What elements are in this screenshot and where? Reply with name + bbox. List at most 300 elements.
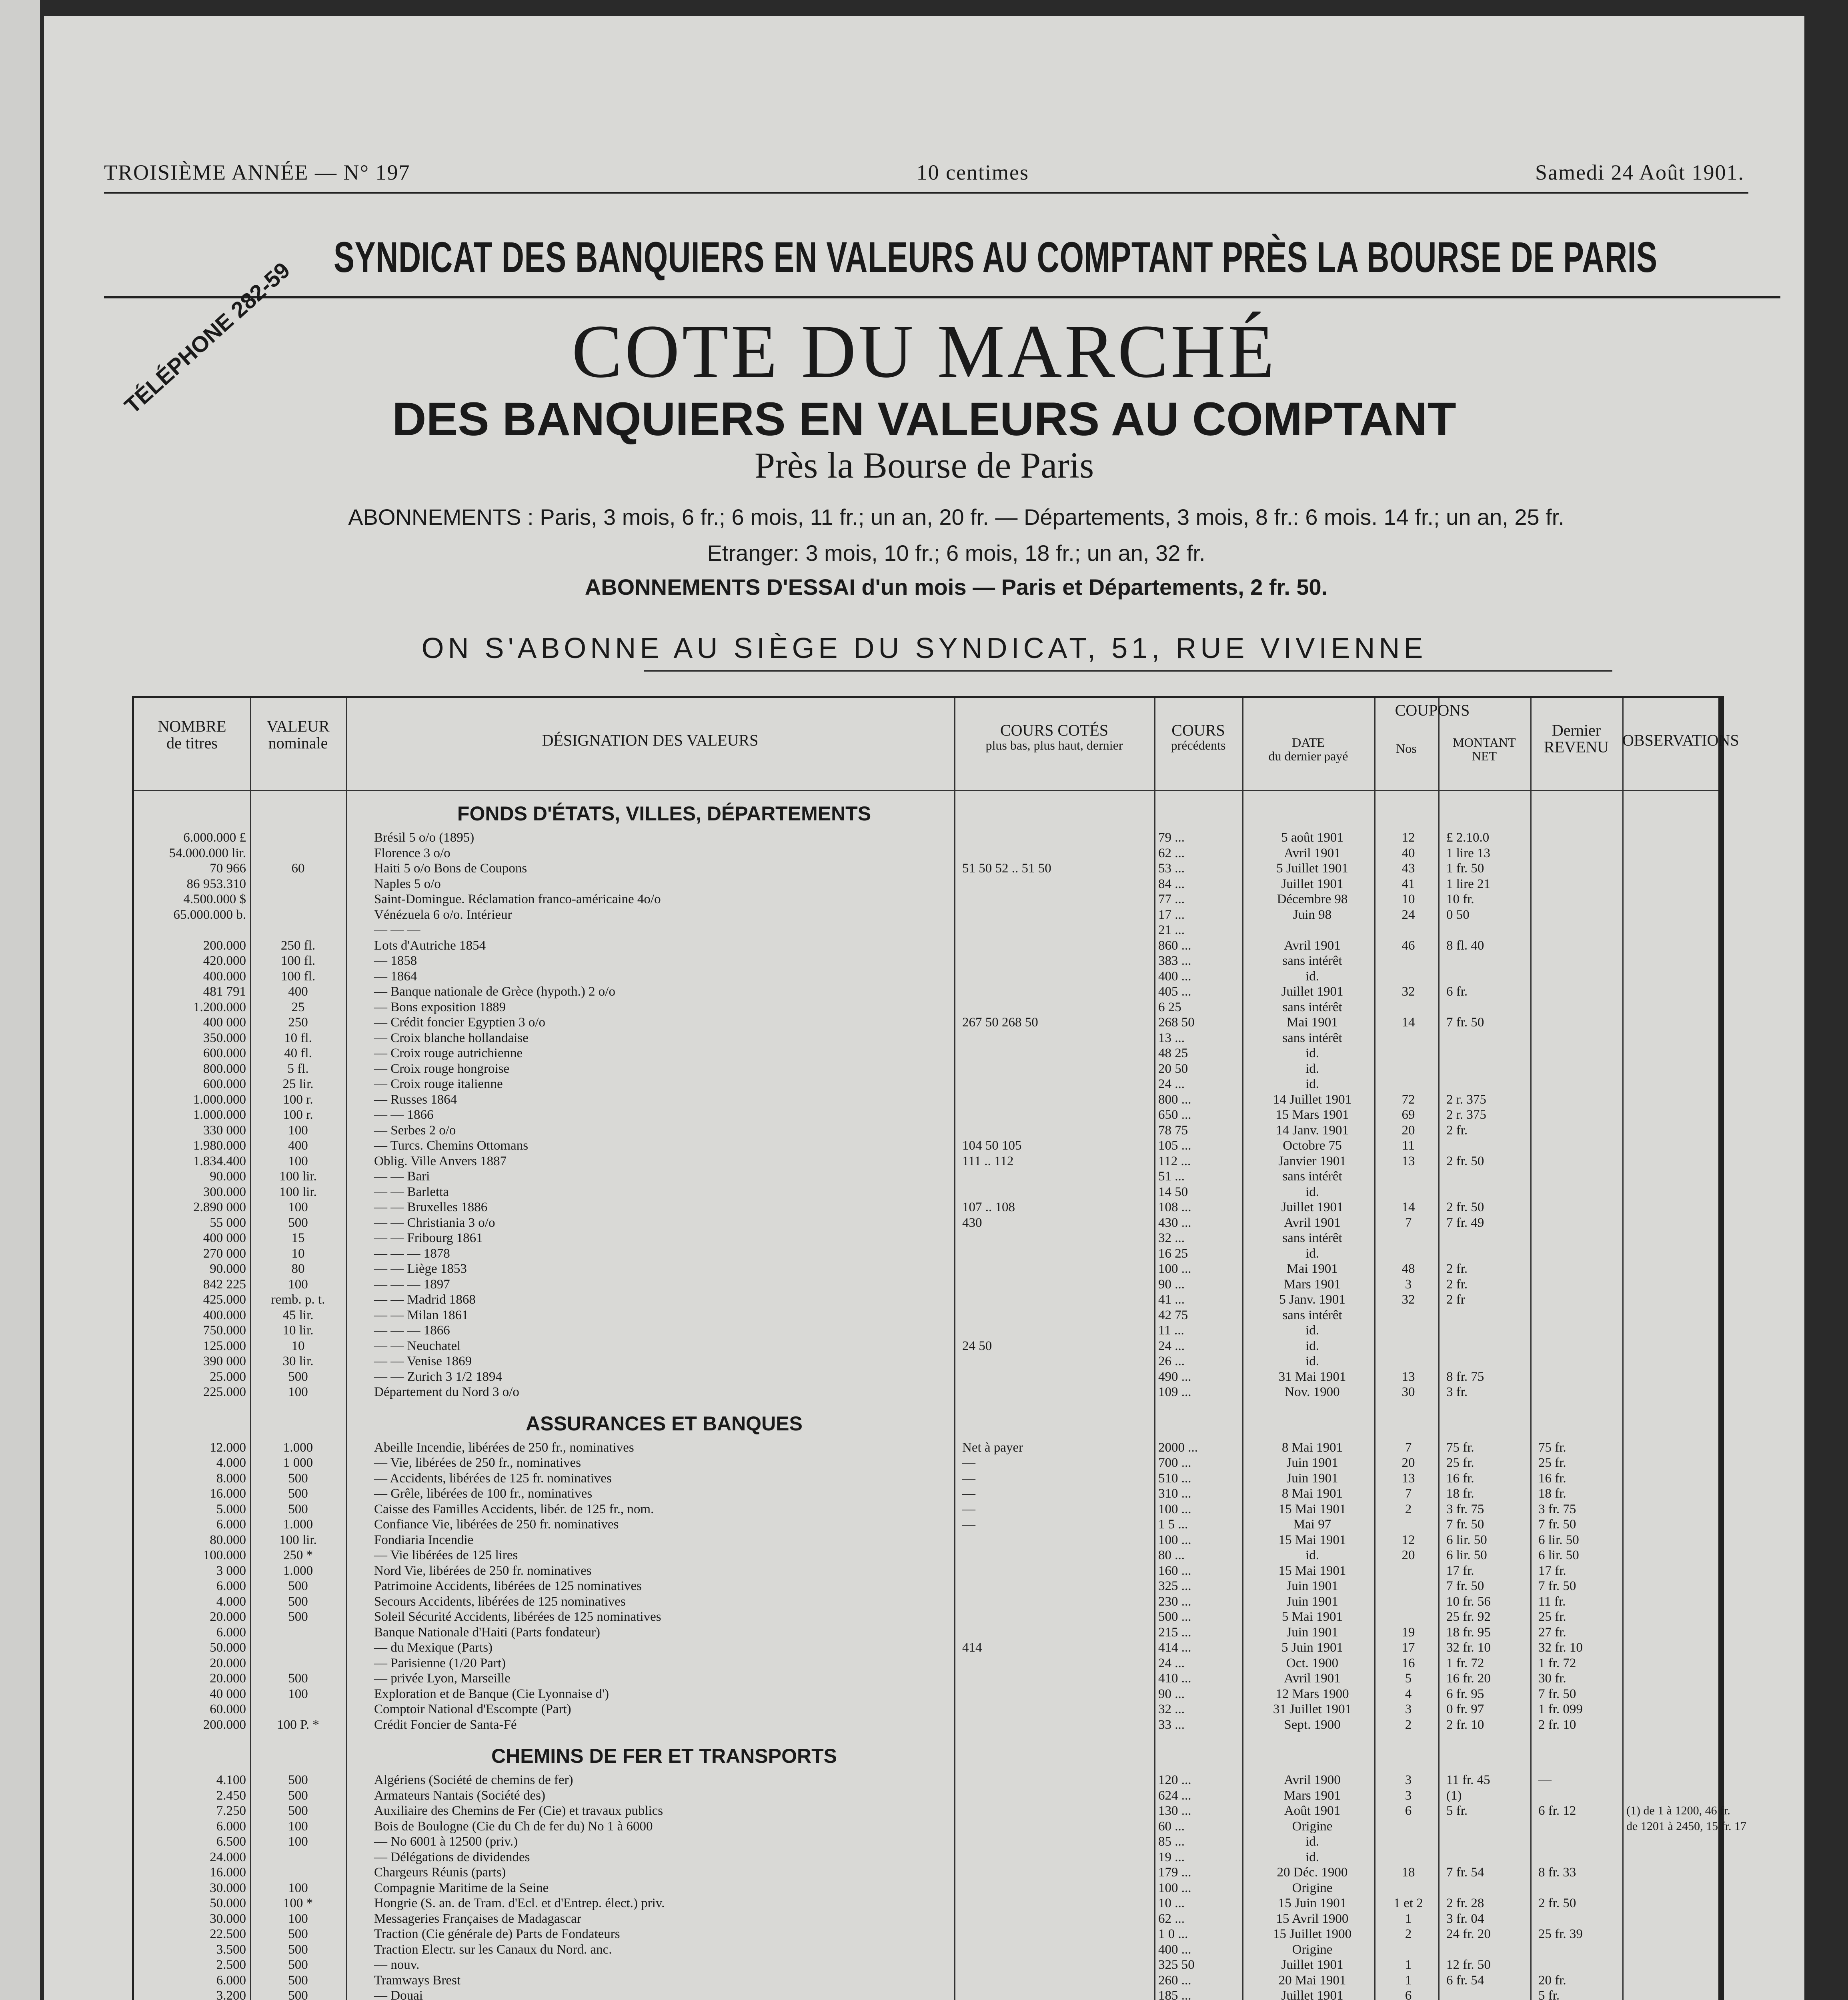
cell-date: id.	[1305, 1338, 1319, 1353]
cell-numero: 17	[1402, 1640, 1415, 1655]
cell-cours-precedents: 100 ...	[1158, 1502, 1191, 1516]
cell-montant-net: 12 fr. 50	[1446, 1958, 1491, 1972]
cell-designation: — Serbes 2 o/o	[374, 1123, 456, 1138]
table-row	[134, 1594, 1718, 1609]
cell-cours-precedents: 20 50	[1158, 1061, 1188, 1076]
cell-numero: 16	[1402, 1656, 1415, 1670]
cell-cours-precedents: 410 ...	[1158, 1671, 1191, 1686]
cell-numero: 14	[1402, 1200, 1415, 1214]
cell-revenu: 6 lir. 50	[1538, 1548, 1579, 1562]
cell-cours-precedents: 80 ...	[1158, 1548, 1185, 1562]
cell-cours-precedents: 185 ...	[1158, 1988, 1191, 2000]
table-row	[134, 1354, 1718, 1369]
cell-designation: Haiti 5 o/o Bons de Coupons	[374, 861, 527, 876]
cell-nombre: 20.000	[210, 1610, 246, 1624]
table-row	[134, 1957, 1718, 1972]
cell-nombre: 1.200.000	[193, 1000, 246, 1014]
table-row	[134, 1532, 1718, 1548]
cell-montant-net: 0 fr. 97	[1446, 1702, 1484, 1716]
cell-date: Août 1901	[1284, 1804, 1341, 1818]
cell-cours-precedents: 6 25	[1158, 1000, 1181, 1014]
cell-date: id.	[1305, 1323, 1319, 1338]
cell-montant-net: 11 fr. 45	[1446, 1773, 1490, 1787]
cell-cours-precedents: 108 ...	[1158, 1200, 1191, 1214]
cell-valeur: 40 fl.	[284, 1046, 312, 1060]
cell-nombre: 600.000	[203, 1046, 246, 1060]
cell-valeur: 100 fl.	[280, 954, 316, 968]
masthead-line	[104, 160, 1744, 185]
cell-montant-net: 2 fr. 28	[1446, 1896, 1484, 1910]
cell-cours-precedents: 112 ...	[1158, 1154, 1191, 1168]
cell-designation: — — Zurich 3 1/2 1894	[374, 1369, 502, 1384]
cell-date: 5 août 1901	[1281, 830, 1343, 845]
cell-cours-precedents: 109 ...	[1158, 1385, 1191, 1399]
cell-cours-precedents: 383 ...	[1158, 954, 1191, 968]
cell-nombre: 750.000	[203, 1323, 246, 1338]
table-row	[134, 1578, 1718, 1594]
cell-cours-precedents: 77 ...	[1158, 892, 1185, 906]
cell-montant-net: 6 fr. 54	[1446, 1973, 1484, 1988]
table-row	[134, 1338, 1718, 1354]
cell-nombre: 55 000	[210, 1215, 246, 1230]
cell-date: 12 Mars 1900	[1275, 1686, 1349, 1701]
cell-valeur: 100	[288, 1123, 308, 1138]
cell-date: 20 Déc. 1900	[1277, 1865, 1348, 1880]
cell-designation: Armateurs Nantais (Société des)	[374, 1788, 545, 1803]
cell-nombre: 6.000.000 £	[183, 830, 246, 845]
page-title: COTE DU MARCHÉ	[571, 310, 1277, 394]
cell-valeur: 100 lir.	[279, 1532, 317, 1547]
cell-nombre: 2.450	[216, 1788, 246, 1803]
cell-nombre: 80.000	[210, 1532, 246, 1547]
cell-cours-precedents: 1 0 ...	[1158, 1927, 1188, 1941]
section-title: CHEMINS DE FER ET TRANSPORTS	[491, 1745, 837, 1767]
cell-nombre: 3.200	[216, 1988, 246, 2000]
cell-nombre: 400.000	[203, 1308, 246, 1322]
cell-nombre: 24.000	[210, 1850, 246, 1864]
cell-cours-precedents: 160 ...	[1158, 1563, 1191, 1578]
cell-date: id.	[1305, 1834, 1319, 1849]
cell-cours-precedents: 24 ...	[1158, 1656, 1185, 1670]
cell-numero: 6	[1405, 1988, 1412, 2000]
cell-designation: — — — 1866	[374, 1323, 450, 1338]
table-row	[134, 1200, 1718, 1215]
cell-date: Avril 1901	[1284, 1215, 1341, 1230]
table-row	[134, 1046, 1718, 1061]
cell-date: id.	[1305, 1246, 1319, 1261]
cell-cours-precedents: 32 ...	[1158, 1231, 1185, 1245]
cell-nombre: 50.000	[210, 1640, 246, 1655]
table-row	[134, 1246, 1718, 1261]
cell-revenu: 1 fr. 72	[1538, 1656, 1576, 1670]
cell-date: 8 Mai 1901	[1281, 1440, 1343, 1455]
table-row	[134, 1440, 1718, 1455]
divider	[104, 192, 1748, 194]
cell-numero: 32	[1402, 1292, 1415, 1307]
cell-nombre: 6.500	[216, 1834, 246, 1849]
cell-cours-precedents: 17 ...	[1158, 907, 1185, 922]
cell-valeur: 500	[288, 1610, 308, 1624]
cell-nombre: 270 000	[203, 1246, 246, 1261]
cell-revenu: 25 fr. 39	[1538, 1927, 1583, 1941]
cell-valeur: 80	[291, 1262, 305, 1276]
cell-cours-cotes: —	[962, 1517, 975, 1532]
cell-nombre: 25.000	[210, 1369, 246, 1384]
table-row	[134, 1517, 1718, 1532]
cell-designation: — Croix rouge autrichienne	[374, 1046, 523, 1060]
cell-numero: 11	[1402, 1138, 1415, 1153]
cell-designation: — 1864	[374, 969, 417, 984]
page-subtitle: DES BANQUIERS EN VALEURS AU COMPTANT	[392, 393, 1456, 446]
cell-cours-cotes: 414	[962, 1640, 982, 1655]
cell-cours-cotes: 24 50	[962, 1338, 992, 1353]
cell-valeur: 15	[291, 1231, 305, 1245]
cell-nombre: 350.000	[203, 1030, 246, 1045]
page-subtitle-2: Près la Bourse de Paris	[754, 445, 1094, 486]
header-observations: OBSERVATIONS	[1622, 731, 1739, 749]
table-row	[134, 1030, 1718, 1046]
table-row	[134, 1880, 1718, 1896]
table-row	[134, 1123, 1718, 1138]
cell-montant-net: 6 lir. 50	[1446, 1532, 1487, 1547]
cell-cours-cotes: 104 50 105	[962, 1138, 1022, 1153]
cell-numero: 43	[1402, 861, 1415, 876]
cell-designation: — Vie libérées de 125 lires	[374, 1548, 518, 1562]
table-row	[134, 1369, 1718, 1384]
cell-designation: — — Milan 1861	[374, 1308, 469, 1322]
header-date: DATE du dernier payé	[1268, 735, 1348, 763]
cell-date: Juin 98	[1293, 907, 1332, 922]
cell-valeur: 500	[288, 1773, 308, 1787]
cell-cours-precedents: 215 ...	[1158, 1625, 1191, 1640]
cell-montant-net: 32 fr. 10	[1446, 1640, 1491, 1655]
cell-valeur: 400	[288, 1138, 308, 1153]
cell-nombre: 3 000	[216, 1563, 246, 1578]
cell-date: Avril 1901	[1284, 846, 1341, 860]
cell-nombre: 2.890 000	[193, 1200, 246, 1214]
cell-nombre: 8.000	[216, 1471, 246, 1486]
table-row	[134, 1803, 1730, 1818]
cell-date: Mai 1901	[1287, 1015, 1338, 1030]
cell-numero: 72	[1402, 1092, 1415, 1107]
cell-designation: Nord Vie, libérées de 250 fr. nominatives	[374, 1563, 592, 1578]
cell-valeur: 10	[291, 1246, 305, 1261]
cell-date: Juillet 1901	[1281, 876, 1343, 891]
table-row	[134, 1015, 1718, 1030]
cell-cours-precedents: 105 ...	[1158, 1138, 1191, 1153]
cell-date: Décembre 98	[1277, 892, 1348, 906]
table-row	[134, 1323, 1718, 1338]
cell-designation: — — —	[374, 923, 420, 937]
cell-montant-net: 1 fr. 50	[1446, 861, 1484, 876]
cell-cours-precedents: 19 ...	[1158, 1850, 1185, 1864]
cell-valeur: 500	[288, 1594, 308, 1609]
cell-revenu: 2 fr. 50	[1538, 1896, 1576, 1910]
cell-date: Nov. 1900	[1285, 1385, 1340, 1399]
table-row	[134, 1926, 1718, 1942]
section-title: FONDS D'ÉTATS, VILLES, DÉPARTEMENTS	[457, 802, 871, 825]
cell-date: id.	[1305, 1077, 1319, 1091]
cell-date: id.	[1305, 1184, 1319, 1199]
cell-valeur: 500	[288, 1671, 308, 1686]
cell-designation: Abeille Incendie, libérées de 250 fr., nominatives	[374, 1440, 634, 1455]
cell-date: 14 Janv. 1901	[1275, 1123, 1349, 1138]
cell-cours-precedents: 325 ...	[1158, 1579, 1191, 1593]
cell-cours-cotes: Net à payer	[962, 1440, 1023, 1455]
cell-nombre: 6.000	[216, 1973, 246, 1988]
cell-date: Oct. 1900	[1286, 1656, 1339, 1670]
cell-date: sans intérêt	[1282, 1231, 1342, 1245]
cell-valeur: 100	[288, 1686, 308, 1701]
cell-designation: Saint-Domingue. Réclamation franco-américaine 4o/o	[374, 892, 661, 906]
cell-numero: 13	[1402, 1154, 1415, 1168]
cell-valeur: 500	[288, 1942, 308, 1957]
cell-designation: — Douai	[374, 1988, 423, 2000]
cell-date: Juillet 1901	[1281, 1958, 1343, 1972]
cell-valeur: 100 fl.	[280, 969, 316, 984]
cell-cours-cotes: 111 .. 112	[962, 1154, 1014, 1168]
cell-montant-net: 3 fr. 75	[1446, 1502, 1484, 1516]
table-row	[134, 1230, 1718, 1246]
cell-valeur: 250	[288, 1015, 308, 1030]
cell-date: Juillet 1901	[1281, 984, 1343, 999]
cell-montant-net: 6 fr.	[1446, 984, 1468, 999]
cell-revenu: 1 fr. 099	[1538, 1702, 1583, 1716]
table-row	[134, 892, 1718, 907]
cell-montant-net: 2 fr. 50	[1446, 1200, 1484, 1214]
cell-montant-net: 6 lir. 50	[1446, 1548, 1487, 1562]
cell-cours-cotes: —	[962, 1456, 975, 1470]
cell-date: Mars 1901	[1283, 1788, 1341, 1803]
cell-numero: 4	[1405, 1686, 1412, 1701]
cell-date: Juin 1901	[1286, 1625, 1338, 1640]
cell-numero: 2	[1405, 1927, 1412, 1941]
cell-numero: 5	[1405, 1671, 1412, 1686]
table-row	[134, 1656, 1718, 1671]
cell-designation: — — Fribourg 1861	[374, 1231, 483, 1245]
issue-number: TROISIÈME ANNÉE — N° 197	[104, 160, 410, 184]
cell-cours-precedents: 32 ...	[1158, 1702, 1185, 1716]
cell-nombre: 842 225	[203, 1277, 246, 1292]
cell-date: Origine	[1292, 1819, 1333, 1834]
cell-numero: 1	[1405, 1973, 1412, 1988]
cell-date: sans intérêt	[1282, 1169, 1342, 1184]
cell-nombre: 390 000	[203, 1354, 246, 1368]
cell-date: 5 Juillet 1901	[1276, 861, 1348, 876]
cell-designation: Naples 5 o/o	[374, 876, 441, 891]
cell-designation: Exploration et de Banque (Cie Lyonnaise d')	[374, 1686, 609, 1701]
cell-numero: 20	[1402, 1548, 1415, 1562]
cell-date: Juin 1901	[1286, 1594, 1338, 1609]
cell-nombre: 70 966	[210, 861, 246, 876]
cell-cours-precedents: 26 ...	[1158, 1354, 1185, 1368]
cell-date: sans intérêt	[1282, 1308, 1342, 1322]
cell-cours-precedents: 260 ...	[1158, 1973, 1191, 1988]
cell-designation: Banque Nationale d'Haiti (Parts fondateur)	[374, 1625, 600, 1640]
cell-designation: — Bons exposition 1889	[374, 1000, 506, 1014]
cell-nombre: 400 000	[203, 1015, 246, 1030]
cell-observations: (1) de 1 à 1200, 46 fr.	[1626, 1804, 1730, 1817]
cell-valeur: 100 P. *	[277, 1717, 319, 1732]
price: 10 centimes	[916, 160, 1029, 184]
cell-designation: — Parisienne (1/20 Part)	[374, 1656, 506, 1670]
table-row	[134, 1702, 1718, 1717]
cell-designation: — — Bari	[374, 1169, 430, 1184]
cell-designation: Hongrie (S. an. de Tram. d'Ecl. et d'Entrep. élect.) priv.	[374, 1896, 665, 1910]
table-row	[134, 1138, 1718, 1153]
table-row	[134, 1215, 1718, 1230]
cell-montant-net: 8 fl. 40	[1446, 938, 1484, 953]
cell-date: Mai 1901	[1287, 1262, 1338, 1276]
cell-cours-precedents: 60 ...	[1158, 1819, 1185, 1834]
cell-valeur: 500	[288, 1471, 308, 1486]
cell-revenu: 3 fr. 75	[1538, 1502, 1576, 1516]
cell-designation: — — — 1878	[374, 1246, 450, 1261]
cell-cours-precedents: 42 75	[1158, 1308, 1188, 1322]
cell-numero: 48	[1402, 1262, 1415, 1276]
quotes-table	[132, 696, 1746, 2000]
cell-montant-net: 7 fr. 50	[1446, 1015, 1484, 1030]
cell-numero: 7	[1405, 1486, 1412, 1501]
cell-valeur: 45 lir.	[282, 1308, 314, 1322]
cell-cours-precedents: 490 ...	[1158, 1369, 1191, 1384]
table-row	[134, 1896, 1718, 1911]
cell-valeur: 500	[288, 1215, 308, 1230]
cell-montant-net: 2 fr. 10	[1446, 1717, 1484, 1732]
cell-date: 15 Juin 1901	[1278, 1896, 1347, 1910]
cell-nombre: 4.500.000 $	[183, 892, 246, 906]
cell-cours-precedents: 48 25	[1158, 1046, 1188, 1060]
cell-numero: 20	[1402, 1123, 1415, 1138]
cell-revenu: 25 fr.	[1538, 1610, 1566, 1624]
cell-nombre: 22.500	[210, 1927, 246, 1941]
syndicat-banner: SYNDICAT DES BANQUIERS EN VALEURS AU COMPTANT PRÈS LA BOURSE DE PARIS	[334, 233, 1658, 281]
table-row	[134, 1169, 1718, 1184]
table-row	[134, 1942, 1718, 1957]
table-row	[134, 1502, 1718, 1517]
cell-designation: — du Mexique (Parts)	[374, 1640, 493, 1655]
cell-nombre: 50.000	[210, 1896, 246, 1910]
cell-date: sans intérêt	[1282, 1030, 1342, 1045]
cell-cours-precedents: 179 ...	[1158, 1865, 1191, 1880]
cell-cours-cotes: —	[962, 1486, 975, 1501]
cell-nombre: 3.500	[216, 1942, 246, 1957]
cell-numero: 32	[1402, 984, 1415, 999]
cell-designation: — privée Lyon, Marseille	[374, 1671, 511, 1686]
cell-cours-precedents: 400 ...	[1158, 1942, 1191, 1957]
cell-montant-net: 1 lire 21	[1446, 876, 1490, 891]
cell-nombre: 200.000	[203, 1717, 246, 1732]
cell-numero: 2	[1405, 1717, 1412, 1732]
header-cours: COURS précédents	[1171, 721, 1226, 752]
cell-observations: de 1201 à 2450, 15 fr. 17	[1626, 1819, 1746, 1833]
cell-cours-precedents: 100 ...	[1158, 1880, 1191, 1895]
cell-montant-net: 16 fr.	[1446, 1471, 1474, 1486]
cell-designation: Florence 3 o/o	[374, 846, 450, 860]
cell-date: 20 Mai 1901	[1278, 1973, 1346, 1988]
cell-montant-net: 7 fr. 50	[1446, 1579, 1484, 1593]
cell-montant-net: £ 2.10.0	[1446, 830, 1490, 845]
cell-designation: — Accidents, libérées de 125 fr. nominatives	[374, 1471, 612, 1486]
cell-valeur: 100	[288, 1277, 308, 1292]
cell-date: Juin 1901	[1286, 1579, 1338, 1593]
cell-designation: Traction (Cie générale de) Parts de Fondateurs	[374, 1927, 620, 1941]
cell-montant-net: 2 fr.	[1446, 1277, 1468, 1292]
cell-valeur: 100 r.	[283, 1092, 313, 1107]
cell-nombre: 225.000	[203, 1385, 246, 1399]
cell-revenu: 25 fr.	[1538, 1456, 1566, 1470]
cell-montant-net: 16 fr. 20	[1446, 1671, 1491, 1686]
telephone-stamp: TÉLÉPHONE 282-59	[119, 257, 295, 418]
cell-cours-precedents: 62 ...	[1158, 846, 1185, 860]
cell-valeur: 10 fl.	[284, 1030, 312, 1045]
cell-numero: 1 et 2	[1394, 1896, 1423, 1910]
table-row	[134, 1061, 1718, 1076]
cell-numero: 69	[1402, 1108, 1415, 1122]
cell-revenu: 27 fr.	[1538, 1625, 1566, 1640]
cell-nombre: 425.000	[203, 1292, 246, 1307]
cell-designation: — Russes 1864	[374, 1092, 457, 1107]
cell-date: id.	[1305, 969, 1319, 984]
cell-numero: 10	[1402, 892, 1415, 906]
cell-cours-precedents: 500 ...	[1158, 1610, 1191, 1624]
cell-designation: — Croix rouge italienne	[374, 1077, 503, 1091]
cell-nombre: 90.000	[210, 1262, 246, 1276]
cell-designation: — — Christiania 3 o/o	[374, 1215, 495, 1230]
cell-date: Avril 1900	[1284, 1773, 1341, 1787]
table-row	[134, 1686, 1718, 1702]
cell-revenu: 20 fr.	[1538, 1973, 1566, 1988]
divider	[104, 296, 1780, 298]
table-row	[134, 1717, 1718, 1732]
cell-designation: Crédit Foncier de Santa-Fé	[374, 1717, 517, 1732]
cell-nombre: 54.000.000 lir.	[169, 846, 246, 860]
cell-date: 15 Juillet 1900	[1273, 1927, 1352, 1941]
cell-cours-precedents: 53 ...	[1158, 861, 1185, 876]
header-designation: DÉSIGNATION DES VALEURS	[542, 731, 759, 749]
cell-cours-precedents: 650 ...	[1158, 1108, 1191, 1122]
cell-montant-net: 2 r. 375	[1446, 1092, 1486, 1107]
cell-numero: 41	[1402, 876, 1415, 891]
header-rule	[134, 790, 1718, 791]
cell-numero: 14	[1402, 1015, 1415, 1030]
cell-cours-precedents: 400 ...	[1158, 969, 1191, 984]
cell-numero: 30	[1402, 1385, 1415, 1399]
cell-cours-precedents: 100 ...	[1158, 1262, 1191, 1276]
cell-valeur: 10	[291, 1338, 305, 1353]
cell-designation: — nouv.	[374, 1958, 420, 1972]
cell-valeur: 100 lir.	[279, 1184, 317, 1199]
cell-montant-net: 2 fr. 50	[1446, 1154, 1484, 1168]
cell-numero: 7	[1405, 1440, 1412, 1455]
cell-date: 8 Mai 1901	[1281, 1486, 1343, 1501]
table-row	[134, 969, 1718, 984]
cell-date: 15 Mai 1901	[1278, 1532, 1346, 1547]
cell-designation: Lots d'Autriche 1854	[374, 938, 486, 953]
cell-valeur: 500	[288, 1579, 308, 1593]
subscription-address: ON S'ABONNE AU SIÈGE DU SYNDICAT, 51, RUE VIVIENNE	[421, 632, 1427, 664]
cell-designation: — — 1866	[374, 1108, 434, 1122]
cell-designation: — Croix rouge hongroise	[374, 1061, 510, 1076]
cell-cours-precedents: 41 ...	[1158, 1292, 1185, 1307]
cell-cours-precedents: 860 ...	[1158, 938, 1191, 953]
subscription-line-1: ABONNEMENTS : Paris, 3 mois, 6 fr.; 6 mois, 11 fr.; un an, 20 fr. — Départements, 3 mois, 8 fr.: 6 mois. 14 fr.; un an, 25 fr.	[348, 504, 1564, 530]
cell-cours-precedents: 13 ...	[1158, 1030, 1185, 1045]
cell-nombre: 16.000	[210, 1486, 246, 1501]
table-row	[134, 1107, 1718, 1122]
cell-cours-precedents: 130 ...	[1158, 1804, 1191, 1818]
cell-cours-precedents: 78 75	[1158, 1123, 1188, 1138]
